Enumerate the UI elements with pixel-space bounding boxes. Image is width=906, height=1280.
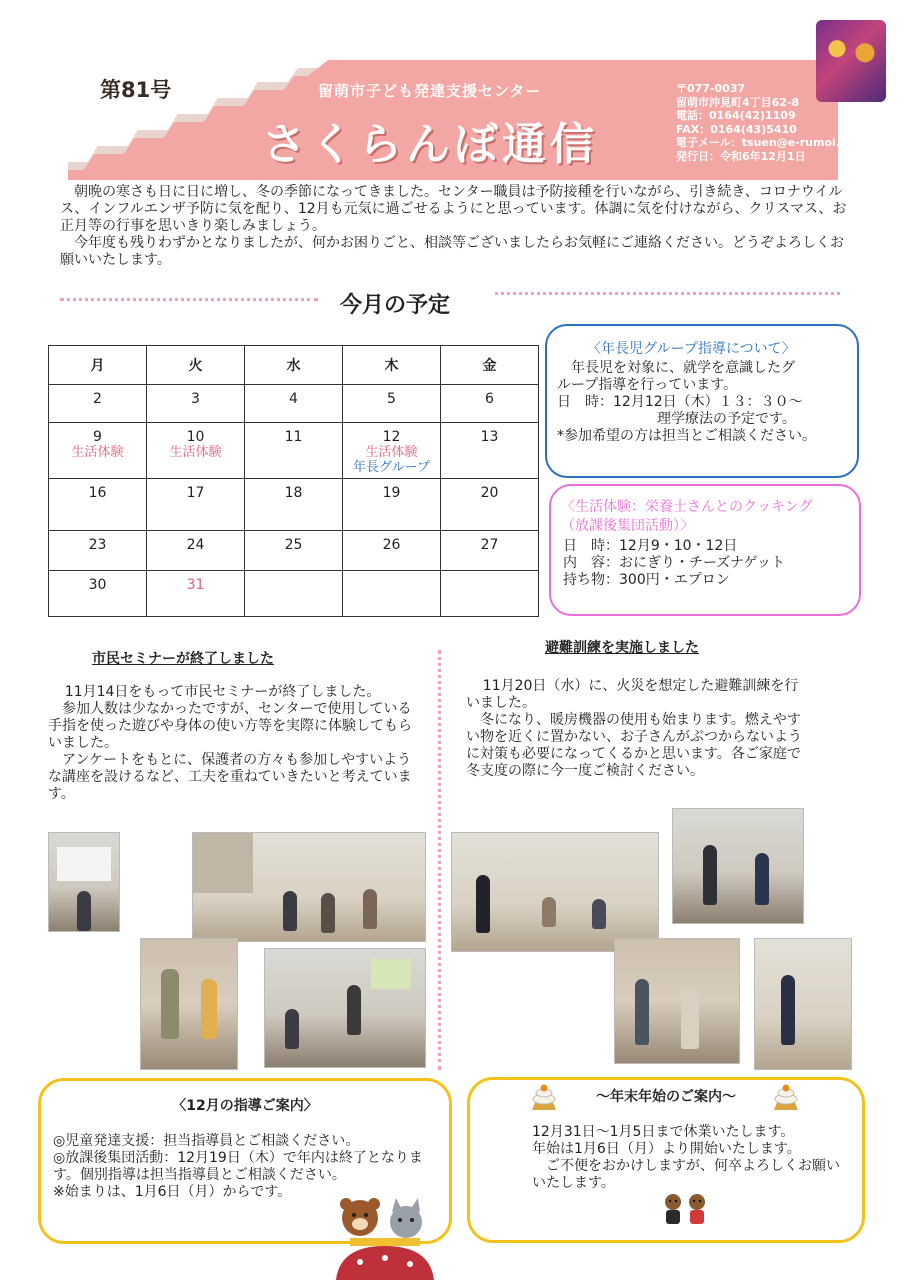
guide-line-1: ◎児童発達支援：担当指導員とご相談ください。 xyxy=(53,1133,360,1149)
day-number: 6 xyxy=(485,391,494,407)
center-name: 留萌市子ども発達支援センター xyxy=(318,82,542,100)
new-year-line-2: 年始は1月6日（月）より開始いたします。 xyxy=(532,1141,801,1157)
phone: 電話：0164(42)1109 xyxy=(676,109,796,122)
seminar-article xyxy=(48,684,423,803)
intro xyxy=(60,184,850,269)
weekday-mon: 月 xyxy=(49,346,147,385)
fax: FAX：0164(43)5410 xyxy=(676,122,797,136)
weekday-tue: 火 xyxy=(147,346,245,385)
day-number: 9 xyxy=(93,429,102,445)
day-cell xyxy=(441,531,539,571)
dotted-rule-right xyxy=(495,292,840,295)
day-cell xyxy=(245,531,343,571)
calendar-week xyxy=(49,423,539,479)
day-number: 18 xyxy=(284,485,303,501)
drill-heading: 避難訓練を実施しました xyxy=(545,640,699,656)
event-label-senior-group: 年長グループ xyxy=(353,460,430,475)
issue-number: 第81号 xyxy=(100,78,172,102)
intro-paragraph-2: 今年度も残りわずかとなりましたが、何かお困りごと、相談等ございましたらお気軽にご連絡ください。どうぞよろしくお願いいたします。 xyxy=(60,235,844,268)
weekday-wed: 水 xyxy=(245,346,343,385)
senior-group-line-4: 理学療法の予定です。 xyxy=(657,411,796,427)
day-cell xyxy=(49,385,147,423)
day-cell xyxy=(343,479,441,531)
day-cell-empty xyxy=(441,571,539,617)
day-number: 2 xyxy=(93,391,102,407)
senior-group-line-1: 年長児を対象に、就学を意識したグ xyxy=(571,360,795,376)
drill-paragraph-1: 11月20日（水）に、火災を想定した避難訓練を行いました。 xyxy=(466,678,799,711)
day-number: 5 xyxy=(387,391,396,407)
drill-photo-2 xyxy=(672,808,804,924)
senior-group-schedule: 日 時：12月12日（木）１３：３０～ xyxy=(557,394,803,410)
day-cell xyxy=(147,571,245,617)
day-number: 19 xyxy=(382,485,401,501)
guide-line-3: ※始まりは、1月6日（月）からです。 xyxy=(53,1184,292,1200)
day-cell xyxy=(245,423,343,479)
event-label: 生活体験 xyxy=(365,445,418,460)
address: 留萌市沖見町4丁目62-8 xyxy=(676,95,800,109)
day-number: 10 xyxy=(186,429,205,445)
postal-code: 〒077-0037 xyxy=(676,82,746,95)
day-cell xyxy=(147,531,245,571)
day-cell xyxy=(441,423,539,479)
email: 電子メール：tsuen@e-rumoi.jp xyxy=(676,136,852,149)
day-number: 25 xyxy=(284,537,303,553)
day-number: 27 xyxy=(480,537,499,553)
day-cell xyxy=(147,385,245,423)
column-divider xyxy=(438,650,441,1070)
drill-photo-3 xyxy=(614,938,740,1064)
guide-line-2: ◎放課後集団活動：12月19日（木）で年内は終了となります。個別指導は担当指導員とご相談ください。 xyxy=(53,1150,423,1183)
day-number: 20 xyxy=(480,485,499,501)
drill-paragraph-2: 冬になり、暖房機器の使用も始まります。燃えやすい物を近くに置かない、お子さんがぶつからないように対策も必要になってくるかと思います。各ご家庭で冬支度の際に今一度ご検討ください。 xyxy=(466,712,802,779)
new-year-line-3: ご不便をおかけしますが、何卒よろしくお願いいたします。 xyxy=(532,1158,840,1191)
day-cell xyxy=(49,479,147,531)
senior-group-box xyxy=(545,324,859,478)
day-cell xyxy=(343,423,441,479)
calendar-week xyxy=(49,385,539,423)
drill-article xyxy=(466,678,804,780)
bear-couple-icon xyxy=(662,1192,708,1226)
day-number: 4 xyxy=(289,391,298,407)
seminar-heading: 市民セミナーが終了しました xyxy=(92,651,274,667)
day-number: 24 xyxy=(186,537,205,553)
cooking-items: 持ち物：300円・エプロン xyxy=(563,572,730,588)
day-number: 30 xyxy=(88,577,107,593)
calendar-week xyxy=(49,531,539,571)
day-cell xyxy=(147,479,245,531)
kagami-mochi-icon xyxy=(528,1082,560,1112)
drill-photo-4 xyxy=(754,938,852,1070)
day-number: 11 xyxy=(284,429,303,445)
drill-photo-1 xyxy=(451,832,659,952)
kagami-mochi-icon xyxy=(770,1082,802,1112)
cooking-box xyxy=(549,484,861,616)
event-label: 生活体験 xyxy=(71,445,124,460)
senior-group-line-2: ループ指導を行っています。 xyxy=(557,377,738,393)
day-cell xyxy=(49,571,147,617)
day-cell xyxy=(147,423,245,479)
corner-illustration xyxy=(816,20,886,102)
event-label: 生活体験 xyxy=(169,445,222,460)
day-cell xyxy=(49,423,147,479)
dotted-rule-left xyxy=(60,298,318,301)
guide-title: 〈12月の指導ご案内〉 xyxy=(172,1098,318,1114)
day-number-holiday: 31 xyxy=(186,577,205,593)
day-cell xyxy=(49,531,147,571)
day-cell xyxy=(343,385,441,423)
day-cell-empty xyxy=(245,571,343,617)
cooking-dates: 日 時：12月9・10・12日 xyxy=(563,538,738,554)
seminar-photo-4 xyxy=(264,948,426,1068)
seminar-paragraph-1: 11月14日をもって市民セミナーが終了しました。 xyxy=(64,684,381,700)
new-year-title: ～年末年始のご案内～ xyxy=(596,1089,736,1105)
day-number: 17 xyxy=(186,485,205,501)
day-cell xyxy=(441,385,539,423)
newsletter-title: さくらんぼ通信 xyxy=(262,119,598,170)
seminar-photo-3 xyxy=(140,938,238,1070)
cooking-subtitle: （放課後集団活動）〉 xyxy=(561,518,694,534)
day-cell xyxy=(245,385,343,423)
bear-and-cat-kotatsu-illustration xyxy=(330,1196,436,1280)
day-number: 13 xyxy=(480,429,499,445)
calendar-week xyxy=(49,479,539,531)
calendar-week xyxy=(49,571,539,617)
seminar-paragraph-2: 参加人数は少なかったですが、センターで使用している手指を使った遊びや身体の使い方等を実際に体験してもらいました。 xyxy=(48,701,412,751)
day-number: 12 xyxy=(382,429,401,445)
calendar xyxy=(48,345,539,617)
senior-group-note: *参加希望の方は担当とご相談ください。 xyxy=(557,428,816,444)
day-cell-empty xyxy=(343,571,441,617)
seminar-paragraph-3: アンケートをもとに、保護者の方々も参加しやすいような講座を設けるなど、工夫を重ねていきたいと考えています。 xyxy=(48,752,412,802)
cooking-title: 〈生活体験：栄養士さんとのクッキング xyxy=(561,499,813,515)
schedule-title: 今月の予定 xyxy=(340,293,451,318)
calendar-header-row xyxy=(49,346,539,385)
day-cell xyxy=(441,479,539,531)
senior-group-title: 〈年長児グループ指導について〉 xyxy=(587,341,796,357)
seminar-photo-2 xyxy=(192,832,426,942)
seminar-photo-1 xyxy=(48,832,120,932)
day-number: 23 xyxy=(88,537,107,553)
cooking-menu: 内 容：おにぎり・チーズナゲット xyxy=(563,555,785,571)
day-cell xyxy=(245,479,343,531)
new-year-line-1: 12月31日～1月5日まで休業いたします。 xyxy=(532,1124,795,1140)
weekday-thu: 木 xyxy=(343,346,441,385)
intro-paragraph-1: 朝晩の寒さも日に日に増し、冬の季節になってきました。センター職員は予防接種を行いながら、引き続き、コロナウイルス、インフルエンザ予防に気を配り、12月も元気に過ごせるようにと思っています。体調に気を付けながら、クリスマス、お正月等の行事を思いきり楽しみましょう。 xyxy=(60,184,847,234)
day-number: 3 xyxy=(191,391,200,407)
day-number: 16 xyxy=(88,485,107,501)
issue-date: 発行日：令和6年12月1日 xyxy=(676,149,806,163)
day-number: 26 xyxy=(382,537,401,553)
day-cell xyxy=(343,531,441,571)
weekday-fri: 金 xyxy=(441,346,539,385)
